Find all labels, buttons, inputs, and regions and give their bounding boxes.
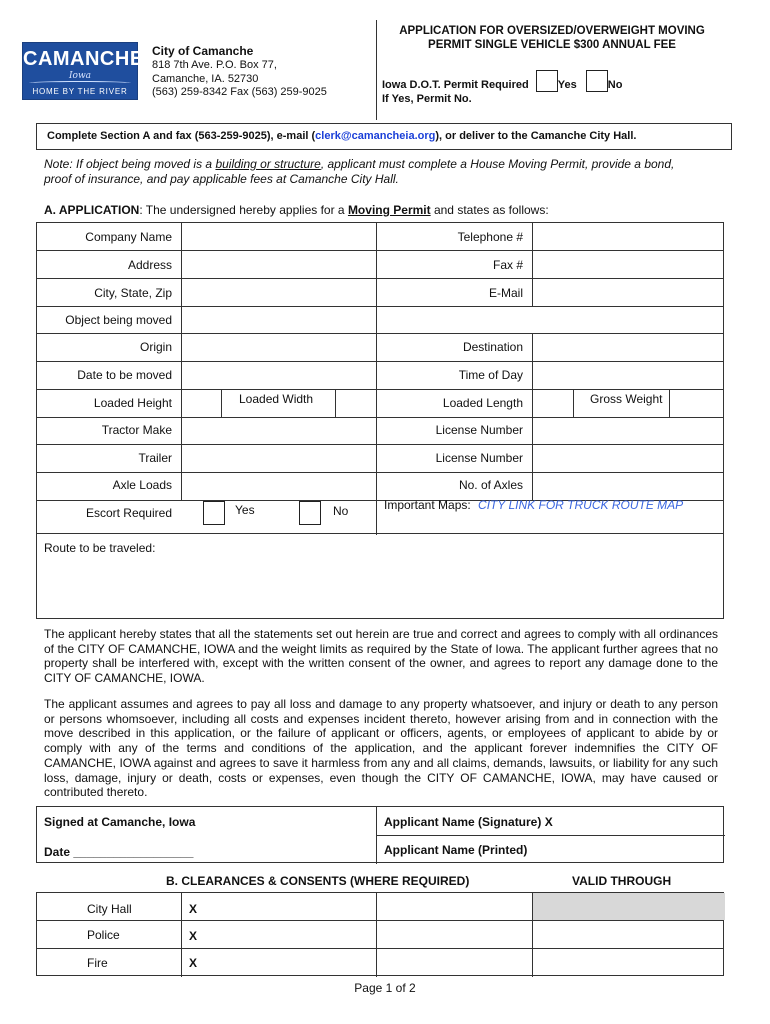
city-logo xyxy=(22,42,144,100)
clearances-table xyxy=(36,892,724,976)
trailer-label: Trailer xyxy=(138,451,172,465)
date-label[interactable]: Date __________________ xyxy=(44,845,194,859)
escort-no-label: No xyxy=(333,504,349,518)
clearance-label: City Hall xyxy=(87,902,132,916)
note-part2: , applicant must complete a House Moving Permit, provide a bond, xyxy=(320,157,675,171)
license-number-2-input[interactable] xyxy=(533,445,724,471)
application-form-table xyxy=(36,222,724,534)
banner-prefix: Complete Section A and fax (563-259-9025), e-mail ( xyxy=(47,130,316,142)
note-line2: proof of insurance, and pay applicable fees at Camanche City Hall. xyxy=(44,172,399,186)
destination-input[interactable] xyxy=(533,334,724,360)
loaded-length-input[interactable] xyxy=(533,390,573,416)
loaded-width-input[interactable] xyxy=(336,390,376,416)
no-axles-label: No. of Axles xyxy=(458,478,523,492)
telephone-label: Telephone # xyxy=(457,230,523,244)
escort-yes-label: Yes xyxy=(235,503,255,517)
company-name-label: Company Name xyxy=(85,230,172,244)
logo-name: CAMANCHE xyxy=(23,48,144,70)
clearance-mark[interactable]: X xyxy=(189,956,198,970)
route-label: Route to be traveled: xyxy=(44,541,156,555)
object-moved-input[interactable] xyxy=(182,307,724,333)
axle-loads-input[interactable] xyxy=(182,473,376,499)
dot-permit-label: Iowa D.O.T. Permit Required xyxy=(382,79,529,91)
application-title xyxy=(382,24,722,52)
note-text xyxy=(44,157,724,187)
clearance-mark[interactable]: X xyxy=(189,902,198,916)
dot-yes-label: Yes xyxy=(557,79,577,91)
loaded-height-label: Loaded Height xyxy=(93,396,172,410)
applicant-printed-label[interactable]: Applicant Name (Printed) xyxy=(384,843,528,857)
note-part1: Note: If object being moved is a xyxy=(44,157,216,171)
section-a-intro: : The undersigned hereby applies for a xyxy=(139,203,348,217)
no-axles-input[interactable] xyxy=(533,473,724,499)
address-label: Address xyxy=(127,258,172,272)
dot-no-checkbox[interactable] xyxy=(586,70,608,92)
valid-through-heading: VALID THROUGH xyxy=(572,874,672,888)
fax-label: Fax # xyxy=(492,258,523,272)
logo-wave xyxy=(29,81,131,85)
agreement-paragraph-2: The applicant assumes and agrees to pay all loss and damage to any property whatsoever, and injury or death to any person or persons whomsoever, including all costs and expenses incident thereto, however arising from and in connection with the move described in this application, or the failure of applicant or officers, agents, or employees of applicant to abide by or comply with any of the terms and conditions of the application, and the applicant forever indemnifies the CITY OF CAMANCHE, IOWA against and agrees to save it harmless from any and all claims, demands, lawsuits, or liability for any such loss, damage, injury or death, costs or expenses, even though the CITY OF CAMANCHE, IOWA, may have caused or contributed thereto. xyxy=(44,697,718,800)
applicant-signature-label[interactable]: Applicant Name (Signature) X xyxy=(384,815,553,829)
address-line1: 818 7th Ave. P.O. Box 77, xyxy=(152,59,277,71)
instructions-banner xyxy=(36,123,732,150)
origin-input[interactable] xyxy=(182,334,376,360)
header-divider xyxy=(376,20,377,120)
origin-label: Origin xyxy=(139,340,172,354)
telephone-input[interactable] xyxy=(533,224,724,250)
route-box[interactable] xyxy=(36,533,724,619)
city-name: City of Camanche xyxy=(152,44,254,58)
license-number-1-label: License Number xyxy=(435,423,523,437)
banner-suffix: ), or deliver to the Camanche City Hall. xyxy=(435,130,637,142)
page-number: Page 1 of 2 xyxy=(354,981,416,995)
section-a-intro-suffix: and states as follows: xyxy=(430,203,549,217)
gross-weight-label: Gross Weight xyxy=(590,392,663,406)
loaded-width-label: Loaded Width xyxy=(239,392,314,406)
fax-input[interactable] xyxy=(533,251,724,277)
object-moved-label: Object being moved xyxy=(65,313,172,327)
moving-permit-text: Moving Permit xyxy=(347,203,431,217)
license-number-2-label: License Number xyxy=(435,451,523,465)
company-name-input[interactable] xyxy=(182,224,376,250)
logo-tagline: HOME BY THE RIVER xyxy=(32,87,128,96)
dot-yes-checkbox[interactable] xyxy=(536,70,558,92)
valid-through-shaded-cell xyxy=(532,893,725,920)
dot-permit-line xyxy=(382,78,622,106)
loaded-height-input[interactable] xyxy=(182,390,221,416)
date-moved-label: Date to be moved xyxy=(77,368,172,382)
trailer-input[interactable] xyxy=(182,445,376,471)
email-label: E-Mail xyxy=(488,286,523,300)
loaded-length-label: Loaded Length xyxy=(442,396,523,410)
tractor-make-label: Tractor Make xyxy=(101,423,172,437)
signed-at-label: Signed at Camanche, Iowa xyxy=(44,815,196,829)
address-line2: Camanche, IA. 52730 xyxy=(152,72,259,85)
date-moved-input[interactable] xyxy=(182,362,376,388)
section-b-heading: B. CLEARANCES & CONSENTS (WHERE REQUIRED) xyxy=(166,874,470,888)
license-number-1-input[interactable] xyxy=(533,418,724,444)
city-state-zip-input[interactable] xyxy=(182,279,376,305)
email-input[interactable] xyxy=(533,279,724,305)
title-line1: APPLICATION FOR OVERSIZED/OVERWEIGHT MOVING xyxy=(399,25,705,37)
dot-no-label: No xyxy=(607,79,623,91)
agreement-paragraph-1: The applicant hereby states that all the statements set out herein are true and correct and agrees to comply with all ordinances of the CITY OF CAMANCHE, IOWA and the weight limits as required by the State of Iowa. The applicant further agrees that no property shall be interfered with, except with the written consent of the owner, and agrees to report any damage done to the CITY OF CAMANCHE, IOWA. xyxy=(44,627,718,686)
gross-weight-input[interactable] xyxy=(670,390,724,416)
truck-route-map-link[interactable]: CITY LINK FOR TRUCK ROUTE MAP xyxy=(478,498,684,512)
title-line2: PERMIT SINGLE VEHICLE $300 ANNUAL FEE xyxy=(428,39,676,51)
axle-loads-label: Axle Loads xyxy=(112,478,172,492)
clearance-label: Police xyxy=(87,928,120,942)
permit-no-label: If Yes, Permit No. xyxy=(382,93,472,106)
clearance-mark[interactable]: X xyxy=(189,929,198,943)
phone-fax: (563) 259-8342 Fax (563) 259-9025 xyxy=(152,86,327,98)
important-maps-label: Important Maps: xyxy=(384,498,471,512)
city-state-zip-label: City, State, Zip xyxy=(94,286,172,300)
section-a-title: A. APPLICATION xyxy=(44,203,140,217)
escort-yes-checkbox[interactable] xyxy=(203,501,225,525)
escort-no-checkbox[interactable] xyxy=(299,501,321,525)
address-input[interactable] xyxy=(182,251,376,277)
escort-required-label: Escort Required xyxy=(85,506,172,520)
signature-table xyxy=(36,806,724,863)
destination-label: Destination xyxy=(462,340,523,354)
tractor-make-input[interactable] xyxy=(182,418,376,444)
email-link[interactable]: clerk@camancheia.org xyxy=(315,130,436,142)
time-of-day-input[interactable] xyxy=(533,362,724,388)
time-of-day-label: Time of Day xyxy=(458,368,523,382)
clearance-label: Fire xyxy=(87,956,108,970)
city-address-block xyxy=(152,44,327,100)
section-a-heading xyxy=(44,203,549,218)
logo-state: Iowa xyxy=(68,71,92,81)
note-underlined: building or structure xyxy=(215,157,321,171)
